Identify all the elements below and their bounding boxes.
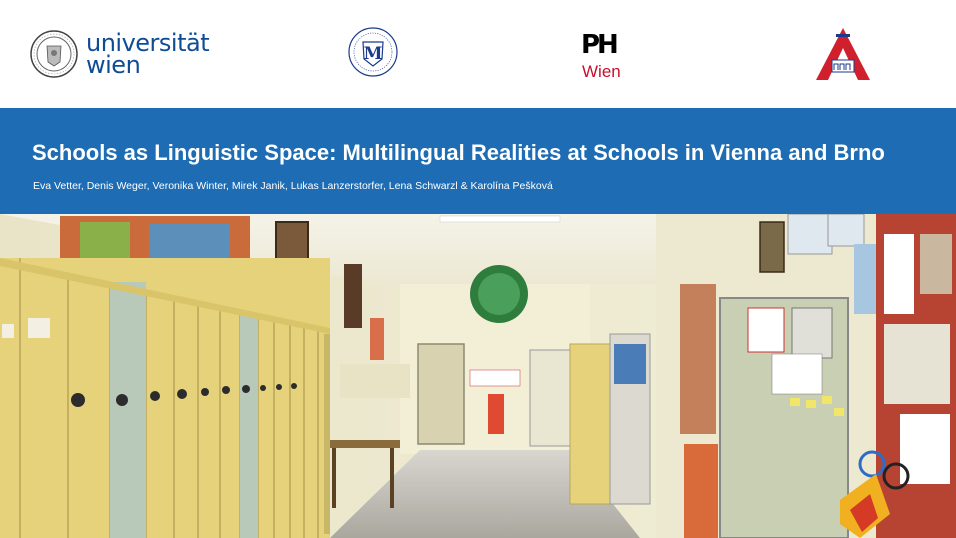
masaryk-seal-icon: [347, 26, 399, 78]
brno-a-emblem-icon: [812, 26, 874, 82]
logo-bar: [0, 0, 956, 108]
masaryk-university-logo: [347, 26, 399, 78]
university-logo-line1: universität: [86, 29, 210, 57]
brno-school-logo: [812, 26, 874, 82]
masaryk-monogram: M: [363, 44, 383, 64]
ph-wien-text: Wien: [582, 62, 621, 81]
ph-wien-logo: [578, 28, 626, 82]
university-of-vienna-logo: [30, 30, 220, 82]
presentation-title: Schools as Linguistic Space: Multilingual Realities at Schools in Vienna and Brno: [32, 140, 885, 165]
university-logo-line2: wien: [86, 51, 141, 79]
school-hallway-photo: [0, 214, 956, 538]
author-list: Eva Vetter, Denis Weger, Veronika Winter, Mirek Janik, Lukas Lanzerstorfer, Lena Schwarzl & Karolína Pešková: [33, 180, 553, 192]
ph-wien-mark: PH: [581, 30, 616, 60]
university-seal-icon: [30, 30, 78, 78]
